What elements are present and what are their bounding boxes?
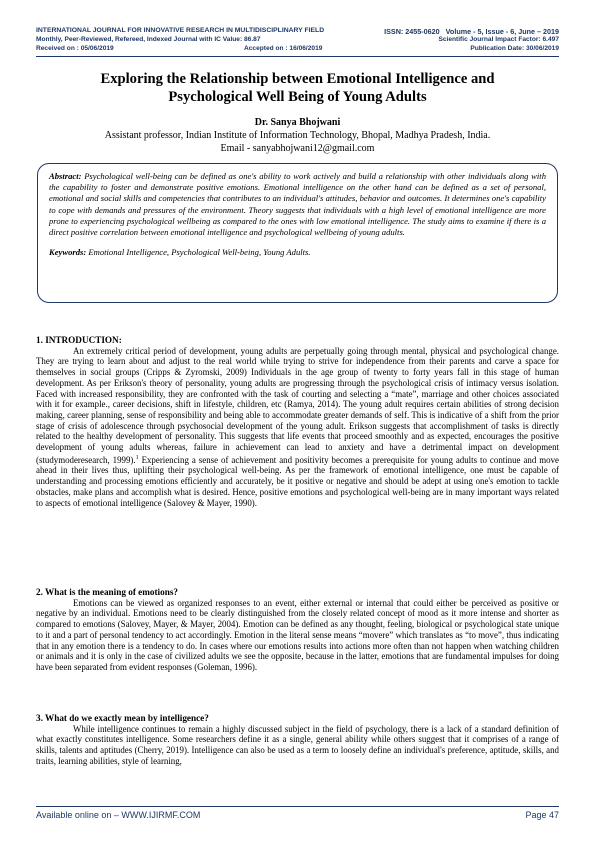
abstract-text: Psychological well-being can be defined as one's ability to work actively and build a relationship with other individuals along with the capability to foster and demonstrate positive emotions. Emotional intelligence on the other hand can be defined as a set of personal, emotional and social skills and competencies that contributes to an individual's attitudes, behavior and outcomes. It determines one's capability to cope with demands and pressures of the environment. Theory suggests that individuals with a high level of emotional intelligence are more prone to experiencing psychological wellbeing as compared to the ones with low emotional intelligence. The study aims to examine if there is a direct positive correlation between emotional intelligence and psychological wellbeing of young adults. xyxy=(49,171,546,238)
section-emotions xyxy=(36,587,559,673)
impact-factor: Scientific Journal Impact Factor: 6.497 xyxy=(438,36,559,43)
intro-text-1: An extremely critical period of development, young adults are perpetually going through mental, physical and psychological change. They are trying to learn about and adjust to the real world while trying to strive for independence from their parents and carve a space for themselves in social groups (Cripps & Zyromski, 2009) Individuals in the age group of twenty to forty years fall in this stage of human development. As per Erikson's theory of personality, young adults are progressing through the psychological crisis of intimacy versus isolation. Faced with increased responsibility, they are confronted with the task of courting and selecting a “mate”, marriage and other choices associated with it for example., career decisions, shift in lifestyle, children, etc (Ramya, 2014). The young adult requires certain abilities of strong decision making, career planning, sense of responsibility and being able to accommodate greater demands of self. This is indicative of a shift from the prior stage of crisis of adolescence through psychosocial development of the young adult. Erikson suggests that accomplishment of tasks is directly related to the healthy development of personality. This suggests that life events that proceed smoothly and as expected, encourages the positive development of young adults whereas, failure in achievement can lead to anxiety and have a detrimental impact on development (studymoderesearch, 1999). xyxy=(36,345,559,465)
footnote-marker: 1 xyxy=(135,454,139,461)
keywords-text: Emotional Intelligence, Psychological Well-being, Young Adults. xyxy=(88,247,311,258)
author-name: Dr. Sanya Bhojwani xyxy=(254,117,341,128)
accepted-date: Accepted on : 16/06/2019 xyxy=(244,45,323,52)
section-paragraph: While intelligence continues to remain a highly discussed subject in the field of psychology, there is a lack of a standard definition of what exactly constitutes intelligence. Some researchers define it as a single, general ability while others suggest that it comprises of a range of skills, talents and aptitudes (Cherry, 2019). Intelligence can also be used as a term to loosely define an individual's preference, aptitude, skills, and traits, learning abilities, style of learning, xyxy=(36,723,559,766)
section-heading: 1. INTRODUCTION: xyxy=(36,335,122,345)
section-paragraph xyxy=(36,346,559,509)
footer-website[interactable]: Available online on – WWW.IJIRMF.COM xyxy=(36,810,201,820)
paper-title xyxy=(36,70,559,106)
section-heading: 2. What is the meaning of emotions? xyxy=(36,587,178,597)
section-intelligence xyxy=(36,713,559,767)
abstract-box xyxy=(37,163,558,303)
publication-date: Publication Date: 30/06/2019 xyxy=(470,45,559,52)
issn: ISSN: 2455-0620 xyxy=(384,27,440,36)
header-rule xyxy=(36,56,559,57)
title-line-2: Psychological Well Being of Young Adults xyxy=(168,89,427,105)
volume: Volume - 5, Issue - 6, June – 2019 xyxy=(445,27,559,36)
section-introduction xyxy=(36,335,559,508)
author-affiliation: Assistant professor, Indian Institute of Information Technology, Bhopal, Madhya Pradesh, India. xyxy=(104,130,491,141)
received-date: Received on : 05/06/2019 xyxy=(36,45,114,52)
author-email: Email - sanyabhojwani12@gmail.com xyxy=(220,143,375,154)
page-number: Page 47 xyxy=(525,810,559,820)
page-footer xyxy=(36,810,559,820)
abstract-label: Abstract: xyxy=(49,171,82,181)
title-line-1: Exploring the Relationship between Emotional Intelligence and xyxy=(100,71,495,87)
section-paragraph: Emotions can be viewed as organized responses to an event, either external or internal that could either be perceived as positive or negative by an individual. Emotions need to be clearly distinguished from the closely related concept of mood as it more intense and shorter as compared to emotions (Salovey, Mayer, & Mayer, 2004). Emotion can be defined as any thought, feeling, biological or psychological state unique to it and a part of personal tendency to act accordingly. Emotion in the literal sense means “movere” which translates as “to move”, thus indicating that in any emotion there is a tendency to do. In cases where our emotions results into actions more often than not happen when watching children or animals and it is only in the case of civilized adults we see the opposite, because in the latter, emotions that are fundamental impulses for doing have been separated from evident responses (Goleman, 1996). xyxy=(36,597,559,672)
section-heading: 3. What do we exactly mean by intelligence? xyxy=(36,713,209,723)
peer-review-info: Monthly, Peer-Reviewed, Refereed, Indexed Journal with IC Value: 86.87 xyxy=(36,36,261,43)
issn-volume xyxy=(384,27,559,36)
abstract-body xyxy=(49,171,546,238)
journal-name: INTERNATIONAL JOURNAL FOR INNOVATIVE RESEARCH IN MULTIDISCIPLINARY FIELD xyxy=(36,27,325,34)
keywords xyxy=(49,247,546,258)
intro-text-2: Experiencing a sense of achievement and positivity becomes a prerequisite for young adults to continue and move ahead in their lives thus, uplifting their psychological well-being. As per the framework of emotional intelligence, one must be capable of understanding and processing emotions efficiently and accurately, be it positive or negative and should be adept at using one's emotion to tackle obstacles, make plans and accomplish what is desired. Hence, positive emotions and psychological well-being are in many important ways related to aspects of emotional intelligence (Salovey & Mayer, 1990). xyxy=(36,454,559,508)
keywords-label: Keywords: xyxy=(49,247,87,258)
footer-rule xyxy=(36,806,559,807)
